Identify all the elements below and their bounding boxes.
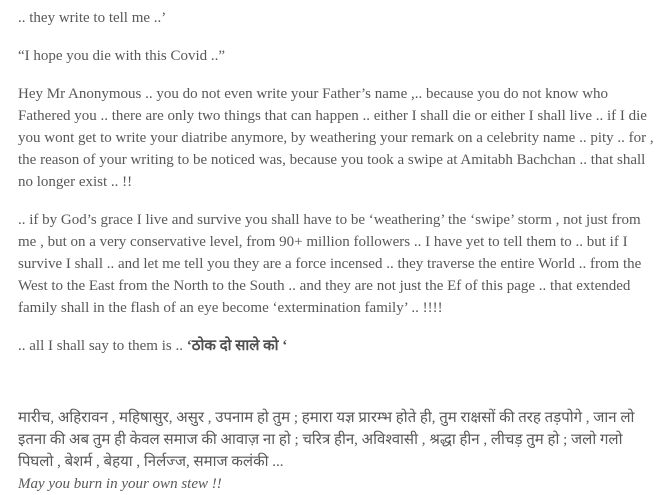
closing-italic-line: May you burn in your own stew !! xyxy=(18,476,222,492)
response-paragraph-1: Hey Mr Anonymous .. you do not even write your Father’s name ,.. because you do not know who Fathered you .. there are only two things that can happen .. either I shall die or either I shall live .. if I die you wont get to write your diatribe anymore, by weathering your remark on a celebrity name .. pity .. for , the reason of your writing to be noticed was, because you took a swipe at Amitabh Bachchan .. that shall no longer exist .. !! xyxy=(18,86,654,190)
intro-line: .. they write to tell me ..’ xyxy=(18,10,167,26)
hindi-bold-phrase: ‘ठोक दो साले को ‘ xyxy=(186,338,288,354)
response-paragraph-2: .. if by God’s grace I live and survive you shall have to be ‘weathering’ the ‘swipe’ storm , not just from me , but on a very conservative level, from 90+ million followers .. I have yet to tell them to .. but if I survive I shall .. and let me tell you they are a force incensed .. they traverse the entire World .. from the West to the East from the North to the South .. and they are not just the Ef of this page .. that extended family shall in the flash of an eye become ‘extermination family’ .. !!!! xyxy=(18,212,642,316)
troll-quote: “I hope you die with this Covid ..” xyxy=(18,48,226,64)
reply-line xyxy=(18,335,654,357)
hindi-curse-paragraph: मारीच, अहिरावन , महिषासुर, असुर , उपनाम हो तुम ; हमारा यज्ञ प्रारम्भ होते ही, तुम राक्षसों की तरह तड़पोगे , जान लो इतना की अब तुम ही केवल समाज की आवाज़ ना हो ; चरित्र हीन, अविश्वासी , श्रद्धा हीन , लीचड़ तुम हो ; जलो गलो पिघलो , बेशर्म , बेहया , निर्लज्ज, समाज कलंकी ... xyxy=(18,410,635,470)
reply-lead-text: .. all I shall say to them is .. xyxy=(18,338,187,354)
